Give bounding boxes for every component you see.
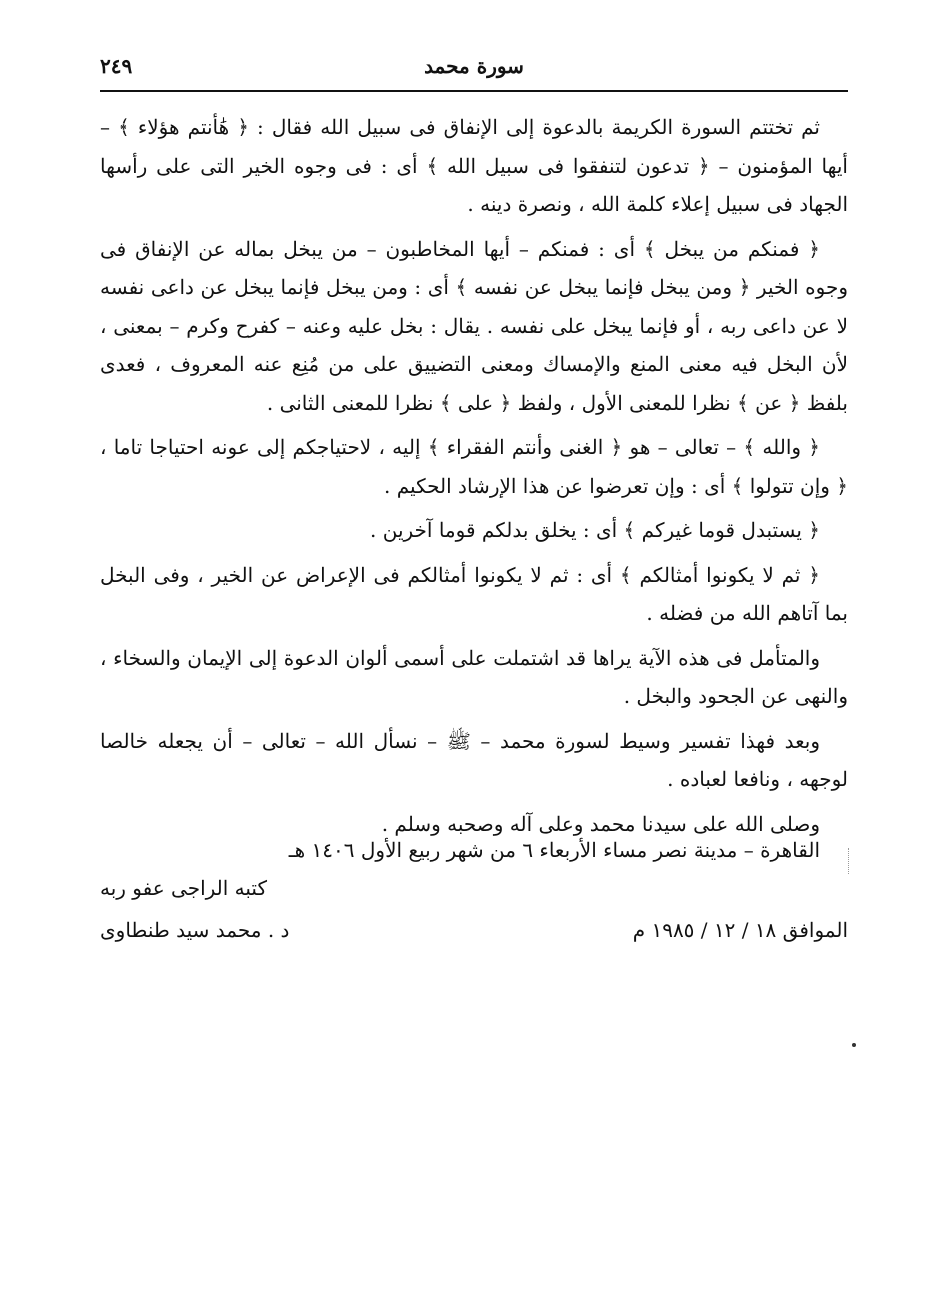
paragraph: وصلى الله على سيدنا محمد وعلى آله وصحبه وسلم . [381, 811, 820, 836]
paragraph: ﴿ ثم لا يكونوا أمثالكم ﴾ أى : ثم لا يكونوا أمثالكم فى الإعراض عن الخير ، وفى البخل بما آتاهم الله من فضله . [100, 562, 848, 625]
paragraph: ﴿ فمنكم من يبخل ﴾ أى : فمنكم – أيها المخاطبون – من يبخل بماله عن الإنفاق فى وجوه الخير ﴿ ومن يبخل فإنما يبخل عن نفسه ﴾ أى : ومن يبخل فإنما يبخل عن داعى نفسه لا عن داعى ربه ، أو فإنما يبخل على نفسه . يقال : بخل عليه وعنه – كفرح وكرم – بمعنى ، لأن البخل فيه معنى المنع والإمساك ومعنى التضييق على من مُنِع عنه المعروف ، فعدى بلفظ ﴿ عن ﴾ نظرا للمعنى الأول ، ولفظ ﴿ على ﴾ نظرا للمعنى الثانى . [100, 236, 848, 415]
author-signature: د . محمد سيد طنطاوى [100, 918, 290, 942]
header-rule [100, 90, 848, 92]
body-text [100, 108, 848, 849]
paragraph: ﴿ والله ﴾ – تعالى – هو ﴿ الغنى وأنتم الفقراء ﴾ إليه ، لاحتياجكم إلى عونه احتياجا تاما ، ﴿ وإن تتولوا ﴾ أى : وإن تعرضوا عن هذا الإرشاد الحكيم . [100, 435, 848, 498]
running-title: سورة محمد [424, 54, 524, 78]
place-date-hijri: القاهرة – مدينة نصر مساء الأربعاء ٦ من شهر ربيع الأول ١٤٠٦ هـ [288, 838, 820, 862]
paragraph: وبعد فهذا تفسير وسيط لسورة محمد – ﷺ – نسأل الله – تعالى – أن يجعله خالصا لوجهه ، ونافعا لعباده . [100, 728, 848, 791]
paragraph: ﴿ يستبدل قوما غيركم ﴾ أى : يخلق بدلكم قوما آخرين . [370, 518, 820, 542]
margin-mark [848, 848, 850, 874]
paragraph: ثم تختتم السورة الكريمة بالدعوة إلى الإنفاق فى سبيل الله فقال : ﴿ هَٰأنتم هؤلاء ﴾ – أيها المؤمنون – ﴿ تدعون لتنفقوا فى سبيل الله ﴾ أى : فى وجوه الخير التى على رأسها الجهاد فى سبيل إعلاء كلمة الله ، ونصرة دينه . [100, 115, 848, 216]
stray-dot [852, 1043, 856, 1047]
page-number: ٢٤٩ [100, 54, 133, 78]
date-gregorian: الموافق ١٨ / ١٢ / ١٩٨٥ م [632, 918, 848, 942]
written-by: كتبه الراجى عفو ربه [100, 876, 267, 900]
page-header [100, 46, 848, 92]
paragraph: والمتأمل فى هذه الآية يراها قد اشتملت على أسمى ألوان الدعوة إلى الإيمان والسخاء ، والنهى عن الجحود والبخل . [100, 645, 848, 708]
